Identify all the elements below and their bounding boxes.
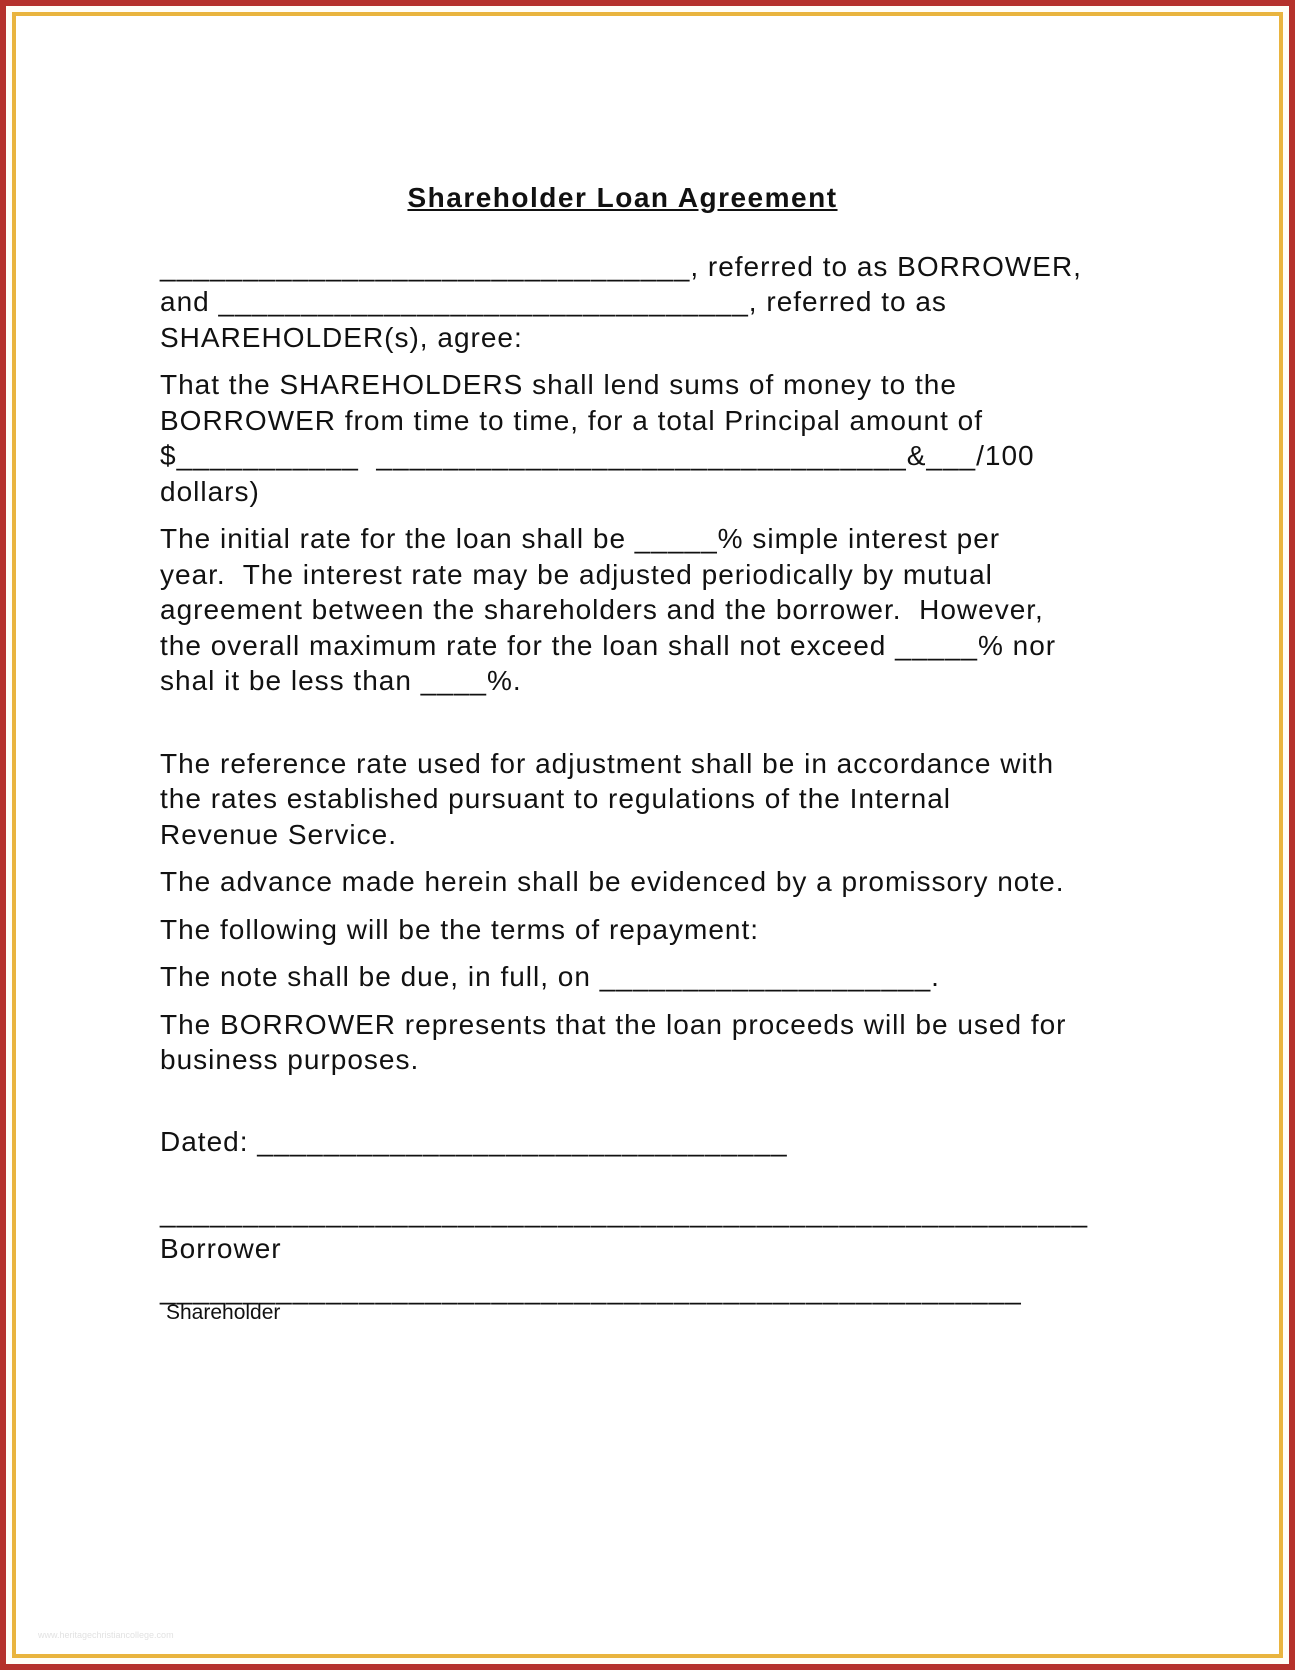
interest-rate-paragraph: The initial rate for the loan shall be _____% simple interest per year. The interest rate may be adjusted periodically by mutual agreement between the shareholders and the borrower. However, the overall maximum rate for the loan shall not exceed _____% nor shal it be less than ____%. <box>160 523 1057 696</box>
agreement-document <box>160 180 1145 1324</box>
principal-paragraph: That the SHAREHOLDERS shall lend sums of money to the BORROWER from time to time, for a total Principal amount of $___________ ________________________________&___/100 dollars) <box>160 369 1035 507</box>
watermark-text: www.heritagechristiancollege.com <box>38 1630 174 1640</box>
repayment-terms-paragraph: The following will be the terms of repayment: <box>160 913 760 945</box>
shareholder-label: Shareholder <box>166 1300 281 1324</box>
due-date-paragraph: The note shall be due, in full, on ____________________. <box>160 961 940 992</box>
shareholder-signature-line: ____________________________________________________ <box>160 1274 1022 1305</box>
borrower-signature-line: ________________________________________________________ <box>160 1197 1089 1228</box>
document-title: Shareholder Loan Agreement <box>407 182 838 213</box>
promissory-note-paragraph: The advance made herein shall be evidenced by a promissory note. <box>160 866 1065 897</box>
borrower-label: Borrower <box>160 1232 282 1264</box>
reference-rate-paragraph: The reference rate used for adjustment shall be in accordance with the rates established pursuant to regulations of the Internal Revenue Service. <box>160 747 1055 850</box>
parties-paragraph: ________________________________, referred to as BORROWER, and ________________________________, referred to as SHAREHOLDER(s), agree: <box>160 250 1082 353</box>
business-purpose-paragraph: The BORROWER represents that the loan proceeds will be used for business purposes. <box>160 1008 1067 1075</box>
dated-line: Dated: ________________________________ <box>160 1125 788 1157</box>
